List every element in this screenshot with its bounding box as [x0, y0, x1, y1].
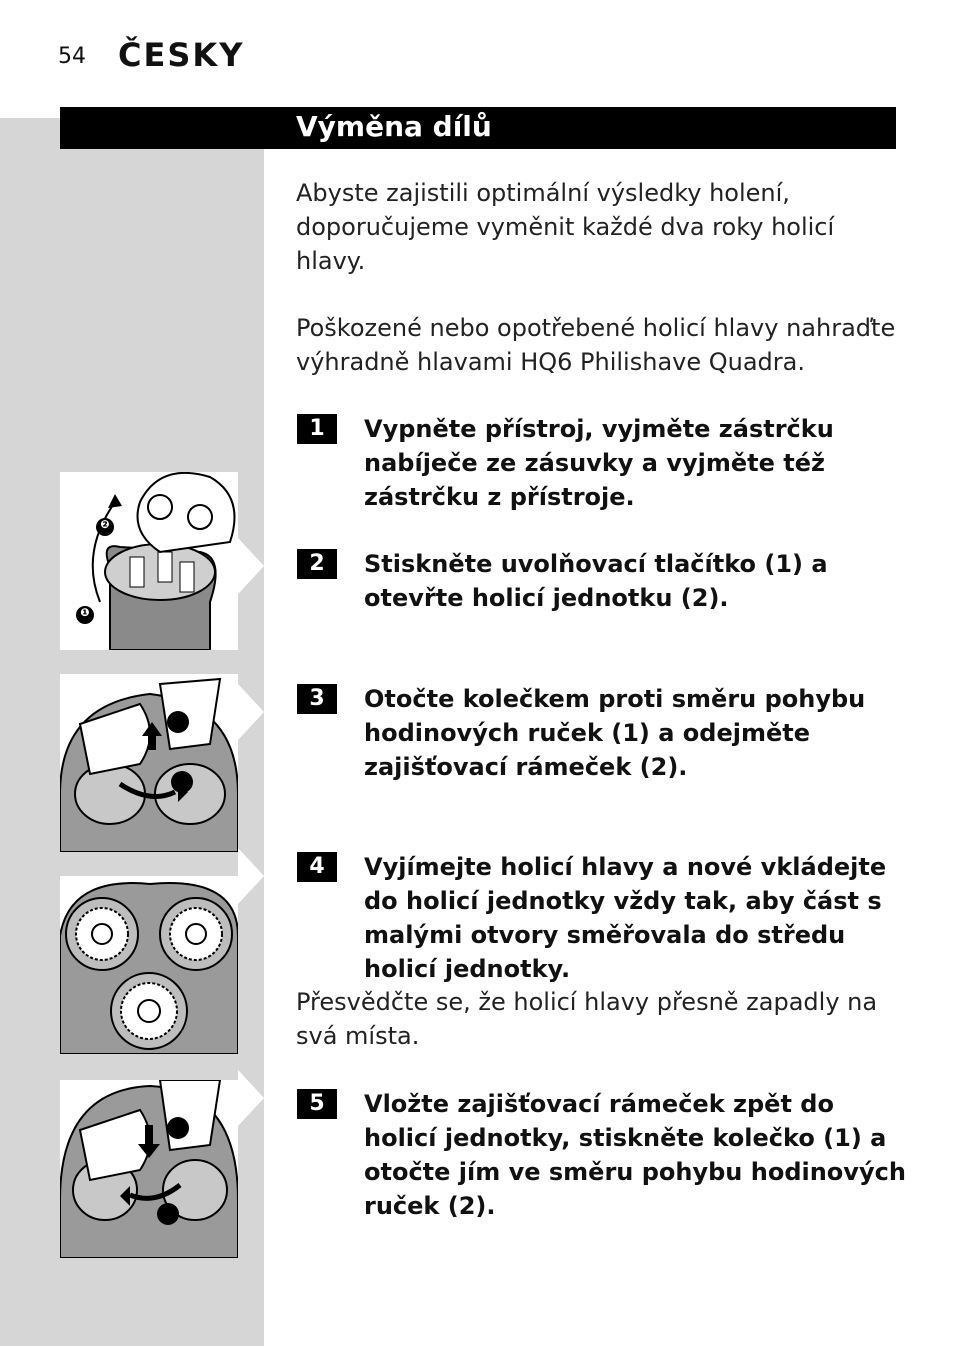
illustration-pointer: [238, 1070, 264, 1126]
illustration-pointer: [238, 848, 264, 904]
step-2-number: 2: [297, 549, 337, 579]
shaving-heads-drawing: [60, 876, 238, 1054]
step-5-number: 5: [297, 1089, 337, 1119]
note-paragraph: Přesvědčte se, že holicí hlavy přesně zapadly na svá místa.: [296, 988, 878, 1050]
illustration-open-unit: [60, 472, 238, 650]
step-1-text: Vypněte přístroj, vyjměte zástrčku nabíječe ze zásuvky a vyjměte též zástrčku z přístroje.: [364, 415, 834, 511]
section-title: Výměna dílů: [296, 110, 492, 143]
step-4-number: 4: [297, 852, 337, 882]
frame-removal-drawing: [60, 674, 238, 852]
illustration-replace-frame: [60, 1080, 238, 1258]
illustration-pointer: [238, 684, 264, 740]
step-4-text: Vyjímejte holicí hlavy a nové vkládejte do holicí jednotky vždy tak, aby část s malými otvory směřovala do středu holicí jednotky.: [364, 853, 887, 983]
intro-paragraph-2: Poškozené nebo opotřebené holicí hlavy nahraďte výhradně hlavami HQ6 Philishave Quadra.: [296, 314, 896, 376]
step-3-number: 3: [297, 684, 337, 714]
marker-2: ❷: [100, 518, 110, 531]
frame-replace-drawing: [60, 1080, 238, 1258]
step-1-number: 1: [297, 414, 337, 444]
illustration-shaving-heads: [60, 876, 238, 1054]
step-2-text: Stiskněte uvolňovací tlačítko (1) a otevřte holicí jednotku (2).: [364, 550, 828, 612]
page-number: 54: [58, 44, 86, 69]
illustration-remove-frame: [60, 674, 238, 852]
step-3-text: Otočte kolečkem proti směru pohybu hodinových ruček (1) a odejměte zajišťovací rámeček (2).: [364, 685, 866, 781]
intro-paragraph-1: Abyste zajistili optimální výsledky holení, doporučujeme vyměnit každé dva roky holicí hlavy.: [296, 179, 835, 275]
illustration-pointer: [238, 538, 264, 594]
marker-1: ❶: [80, 606, 90, 619]
shaver-open-drawing: [60, 472, 238, 650]
step-5-text: Vložte zajišťovací rámeček zpět do holicí jednotky, stiskněte kolečko (1) a otočte jím ve směru pohybu hodinových ruček (2).: [364, 1090, 906, 1220]
language-heading: ČESKY: [118, 36, 245, 74]
